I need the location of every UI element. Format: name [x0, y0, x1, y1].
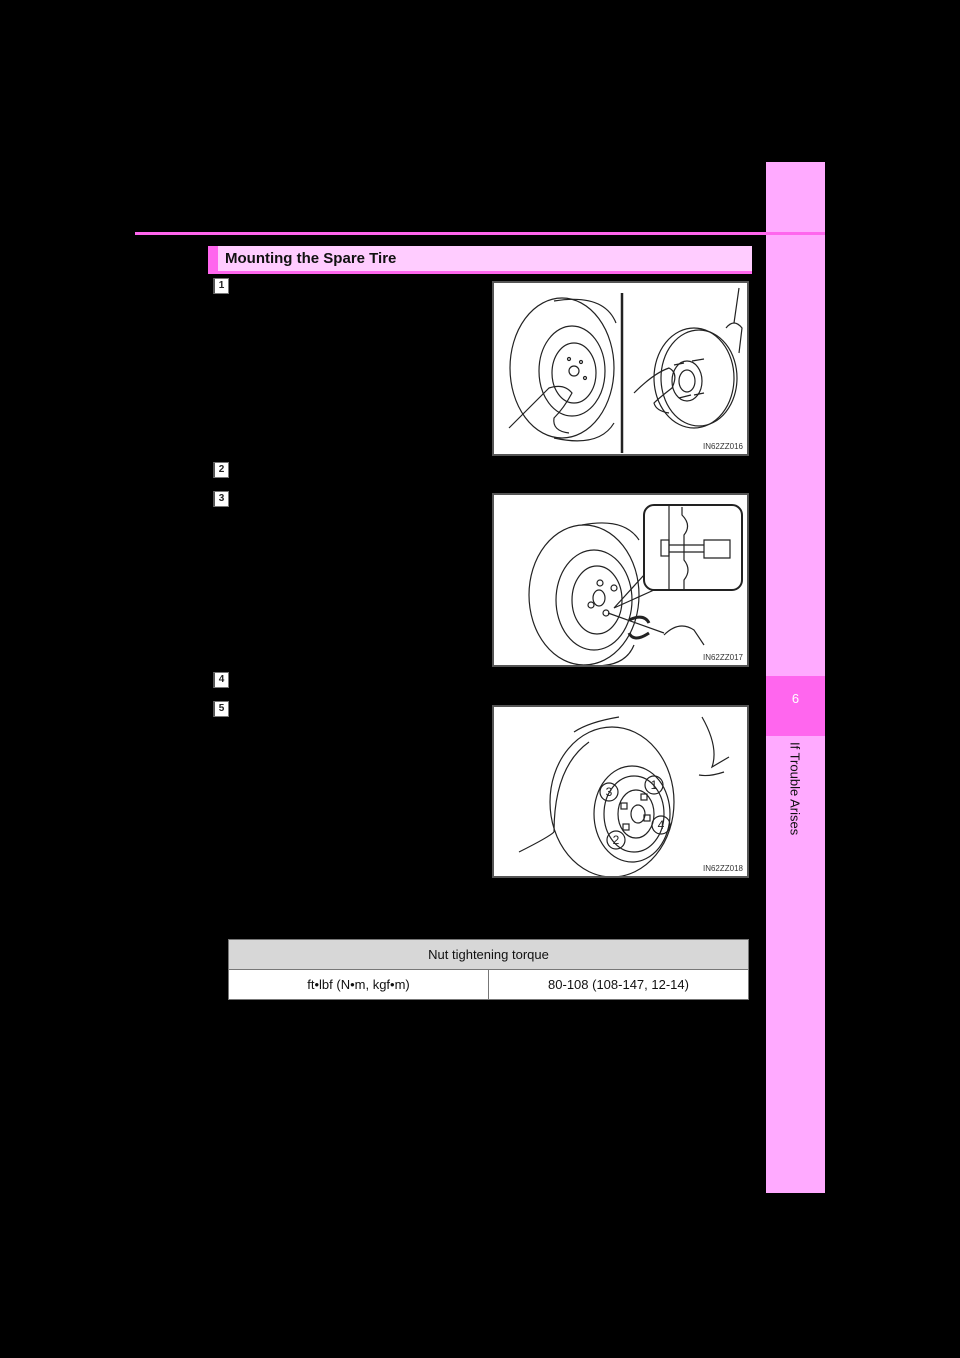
section-title: Mounting the Spare Tire — [225, 250, 397, 267]
figure-id: IN62ZZ018 — [702, 864, 743, 873]
torque-table-header: Nut tightening torque — [229, 940, 749, 970]
torque-unit-cell: ft•lbf (N•m, kgf•m) — [229, 970, 489, 1000]
nut-order-label-3: 3 — [605, 785, 613, 799]
figure-install-nuts — [492, 493, 749, 667]
nut-tightening-order-illustration — [494, 707, 749, 878]
step-badge-4: 4 — [213, 672, 229, 688]
step-badge-1: 1 — [213, 278, 229, 294]
table-header-row — [229, 940, 749, 970]
figure-tightening-order — [492, 705, 749, 878]
chapter-number: 6 — [791, 691, 800, 706]
nut-order-label-1: 1 — [650, 778, 658, 792]
chapter-title-text: If Trouble Arises — [787, 742, 803, 836]
nut-order-label-2: 2 — [612, 833, 620, 847]
section-header — [208, 246, 752, 274]
step-badge-2: 2 — [213, 462, 229, 478]
wipe-wheel-hub-illustration — [494, 283, 749, 456]
chapter-number-tab[interactable] — [766, 676, 825, 736]
table-row — [229, 970, 749, 1000]
figure-wipe-surfaces — [492, 281, 749, 456]
section-header-accent — [208, 246, 218, 271]
install-wheel-nut-illustration — [494, 495, 749, 667]
step-badge-5: 5 — [213, 701, 229, 717]
torque-value-cell: 80-108 (108-147, 12-14) — [489, 970, 749, 1000]
step-badge-3: 3 — [213, 491, 229, 507]
sidebar-rule — [766, 232, 825, 235]
torque-table — [228, 939, 749, 1000]
chapter-title — [770, 742, 820, 862]
figure-id: IN62ZZ016 — [702, 442, 743, 451]
figure-id: IN62ZZ017 — [702, 653, 743, 662]
nut-order-label-4: 4 — [657, 818, 665, 832]
top-rule — [135, 232, 825, 235]
